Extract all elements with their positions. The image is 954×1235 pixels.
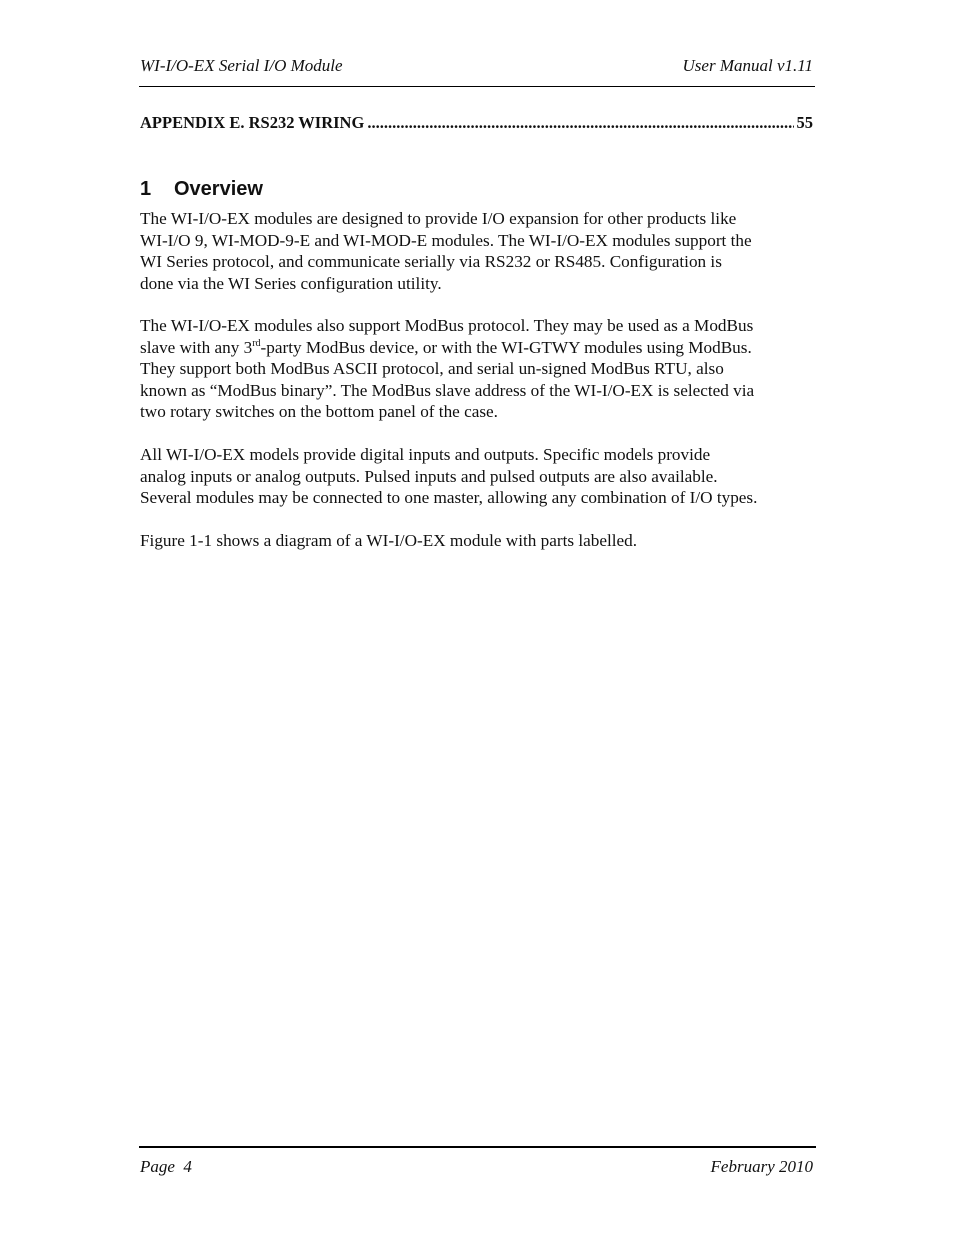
paragraph-line: known as “ModBus binary”. The ModBus slave address of the WI-I/O-EX is selected via xyxy=(140,380,755,400)
toc-entry-page: 55 xyxy=(796,113,813,132)
paragraph-line: analog inputs or analog outputs. Pulsed inputs and pulsed outputs are also available. xyxy=(140,466,718,486)
section-heading xyxy=(140,178,263,201)
footer-page-number: Page 4 xyxy=(140,1157,192,1176)
paragraph-line: Figure 1-1 shows a diagram of a WI-I/O-EX module with parts labelled. xyxy=(140,531,638,550)
paragraph-line: All WI-I/O-EX models provide digital inputs and outputs. Specific models provide xyxy=(140,445,711,464)
paragraph-line: WI-I/O 9, WI-MOD-9-E and WI-MOD-E modules. The WI-I/O-EX modules support the xyxy=(140,230,752,250)
footer-date: February 2010 xyxy=(710,1157,813,1176)
toc-entry-title: APPENDIX E. RS232 WIRING xyxy=(140,113,365,132)
paragraph-line: They support both ModBus ASCII protocol, and serial un-signed ModBus RTU, also xyxy=(140,359,724,378)
paragraph-line: done via the WI Series configuration utility. xyxy=(140,273,442,293)
section-number: 1 xyxy=(140,178,152,200)
paragraph-line: WI Series protocol, and communicate serially via RS232 or RS485. Configuration is xyxy=(140,252,722,271)
paragraph-line: two rotary switches on the bottom panel of the case. xyxy=(140,402,498,421)
paragraph-line: The WI-I/O-EX modules also support ModBus protocol. They may be used as a ModBus xyxy=(140,316,754,335)
paragraph-line: Several modules may be connected to one master, allowing any combination of I/O types. xyxy=(140,488,758,507)
toc-entry-appendix-e[interactable] xyxy=(140,113,813,135)
paragraph-models xyxy=(140,444,820,509)
page-header xyxy=(139,56,815,87)
ordinal-superscript: rd xyxy=(252,337,261,349)
toc-dot-leader xyxy=(367,113,793,133)
paragraph-line: The WI-I/O-EX modules are designed to provide I/O expansion for other products like xyxy=(140,209,737,228)
footer-divider xyxy=(139,1146,816,1148)
header-manual-version: User Manual v1.11 xyxy=(682,56,813,75)
section-title: Overview xyxy=(174,178,263,200)
paragraph-figure-reference xyxy=(140,530,820,552)
header-document-title: WI-I/O-EX Serial I/O Module xyxy=(140,56,343,75)
paragraph-intro xyxy=(140,208,820,294)
text-segment: slave with any 3 xyxy=(140,337,253,357)
paragraph-line-superscript xyxy=(140,337,820,359)
page-footer xyxy=(139,1157,815,1181)
paragraph-modbus xyxy=(140,315,820,423)
text-segment: -party ModBus device, or with the WI-GTWY modules using ModBus. xyxy=(260,337,752,357)
